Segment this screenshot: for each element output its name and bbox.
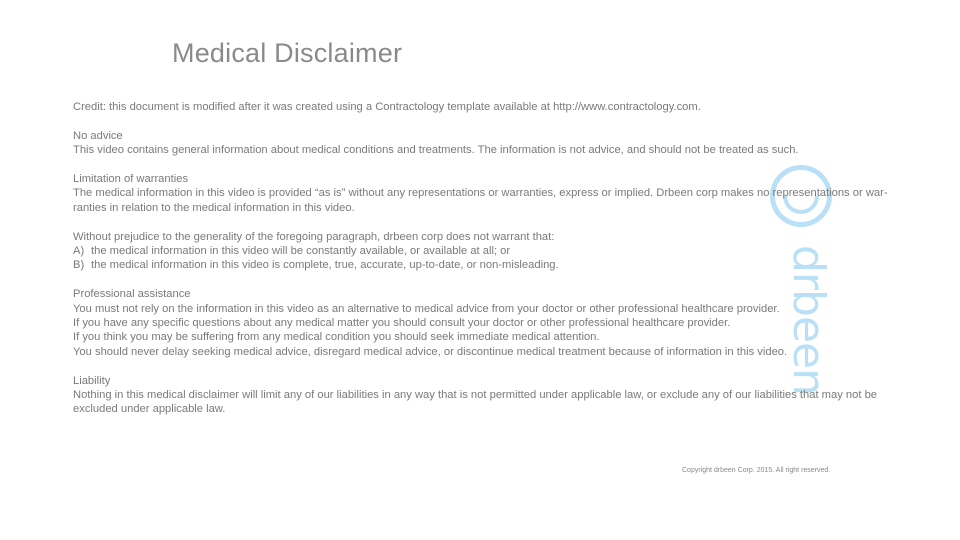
liability-text-line-1: Nothing in this medical disclaimer will limit any of our liabilities in any way that is not permitted under applicable law, or exclude any of our liabilities that may not be bbox=[73, 389, 878, 402]
list-item bbox=[73, 258, 903, 272]
professional-line: You should never delay seeking medical advice, disregard medical advice, or discontinue medical treatment because of information in this video. bbox=[73, 345, 788, 358]
watermark-word: drbeen bbox=[783, 245, 834, 395]
prejudice-section bbox=[73, 230, 903, 273]
list-marker: A) bbox=[73, 245, 85, 258]
no-advice-text: This video contains general information about medical conditions and treatments. The information is not advice, and should not be treated as such. bbox=[73, 144, 799, 157]
credit-text: Credit: this document is modified after it was created using a Contractology template available at http://www.contractology.com. bbox=[73, 101, 701, 113]
no-advice-heading: No advice bbox=[73, 129, 123, 142]
liability-heading: Liability bbox=[73, 374, 111, 387]
professional-line: You must not rely on the information in this video as an alternative to medical advice from your doctor or other professional healthcare provider. bbox=[73, 302, 780, 315]
warranties-text-line-1: The medical information in this video is provided “as is” without any representations or warranties, express or implied. Drbeen corp makes no representations or war- bbox=[73, 187, 888, 200]
warranties-section bbox=[73, 172, 903, 215]
list-item-text: the medical information in this video will be constantly available, or available at all; or bbox=[91, 245, 511, 258]
page-title: Medical Disclaimer bbox=[172, 38, 403, 68]
professional-line: If you have any specific questions about any medical matter you should consult your doctor or other professional healthcare provider. bbox=[73, 317, 731, 330]
professional-heading: Professional assistance bbox=[73, 288, 191, 301]
copyright-notice: Copyright drbeen Corp. 2015. All right reserved. bbox=[682, 467, 831, 474]
list-item bbox=[73, 244, 903, 258]
warranties-text-line-2: ranties in relation to the medical information in this video. bbox=[73, 201, 355, 214]
professional-line: If you think you may be suffering from any medical condition you should seek immediate medical attention. bbox=[73, 331, 600, 344]
list-marker: B) bbox=[73, 259, 85, 272]
no-advice-section bbox=[73, 129, 903, 158]
prejudice-intro: Without prejudice to the generality of the foregoing paragraph, drbeen corp does not warrant that: bbox=[73, 230, 555, 243]
credit-paragraph bbox=[73, 100, 903, 114]
liability-text-line-2: excluded under applicable law. bbox=[73, 403, 226, 416]
list-item-text: the medical information in this video is complete, true, accurate, up-to-date, or non-misleading. bbox=[91, 259, 559, 272]
professional-section bbox=[73, 287, 903, 359]
liability-section bbox=[73, 374, 903, 417]
disclaimer-body bbox=[73, 100, 903, 431]
warranties-heading: Limitation of warranties bbox=[73, 173, 189, 185]
